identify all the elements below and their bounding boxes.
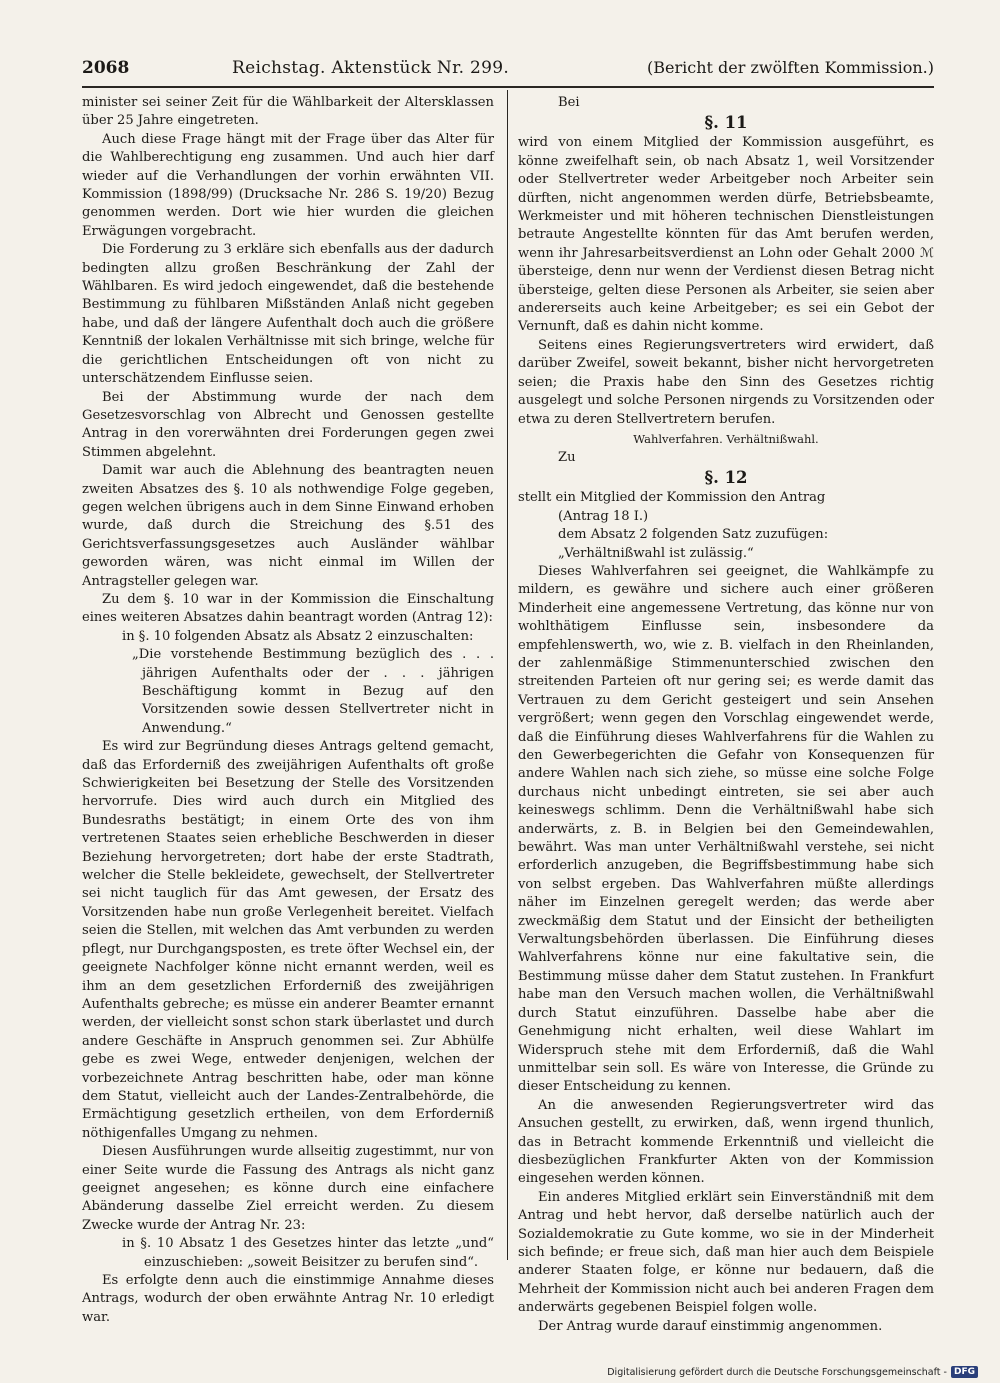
amendment-instruction: in §. 10 folgenden Absatz als Absatz 2 einzuschalten: [122, 628, 474, 644]
digitization-credit [607, 1366, 978, 1378]
page-number: 2068 [82, 58, 130, 78]
amendment-number: (Antrag 18 I.) [558, 508, 649, 524]
paragraph: Auch diese Frage hängt mit der Frage über das Alter für die Wahlberechtigung eng zusammen. Und auch hier darf wieder auf die Verhandlungen der vorhin erwähnten VII. Kommission (1898/99) (Drucksache Nr. 286 S. 19/20) Bezug genommen werden. Dort wie hier wurden die gleichen Erwägungen vorgebracht. [82, 131, 494, 239]
paragraph: Dieses Wahlverfahren sei geeignet, die Wahlkämpfe zu mildern, es gewähre und sichere auch einer größeren Minderheit eine angemessene Vertretung, das könne nur von wohlthätigem Einflusse sein, insbesondere da empfehlenswerth, wo, wie z. B. vielfach in den Rheinlanden, der zahlenmäßige Stimmenunterschied zwischen den streitenden Parteien oft nur gering sei; es werde damit das Vertrauen zu dem Gericht gesteigert und sein Ansehen vergrößert; wenn gegen den Vorschlag eingewendet werde, daß die Einführung dieses Wahlverfahrens für die Wahlen zu den Gewerbegerichten die Gefahr von Konsequenzen für andere Wahlen nach sich ziehe, so müsse eine solche Folge durchaus nicht unbedingt eintreten, sie sei aber auch keineswegs schlimm. Denn die Verhältnißwahl habe sich anderwärts, z. B. in Belgien bei den Gemeindewahlen, bewährt. Was man unter Verhältnißwahl verstehe, sei nicht erforderlich anzugeben, die Begriffsbestimmung habe sich von selbst ergeben. Das Wahlverfahren müßte allerdings näher im Einzelnen geregelt werden; das werde aber zweckmäßig dem Statut und der Einsicht der betheiligten Verwaltungsbehörden überlassen. Die Einführung dieses Wahlverfahrens könne nur eine fakultative sein, die Bestimmung müsse daher dem Statut zustehen. In Frankfurt habe man den Versuch machen wollen, die Verhältnißwahl durch Statut einzuführen. Dasselbe habe aber die Genehmigung nicht erhalten, weil diese Wahlart im Widerspruch stehe mit dem Erforderniß, daß die Wahl unmittelbar sein soll. Es wäre von Interesse, die Gründe zu dieser Entscheidung zu kennen. [518, 563, 934, 1095]
paragraph: Es wird zur Begründung dieses Antrags geltend gemacht, daß das Erforderniß des zweijährigen Aufenthalts oft große Schwierigkeiten bei Besetzung der Stelle des Vorsitzenden hervorrufe. Dies wird auch durch ein Mitglied des Bundesraths bestätigt; in einem Orte des von ihm vertretenen Staates seien erhebliche Beschwerden in dieser Beziehung hervorgetreten; dort habe der erste Stadtrath, welcher die Stelle bekleidete, gewechselt, der Stellvertreter sei nicht tauglich für das Amt gewesen, der Ersatz des Vorsitzenden habe nun große Verlegenheit bereitet. Vielfach seien die Stellen, mit welchen das Amt verbunden zu werden pflegt, nur Durchgangsposten, es trete öfter Wechsel ein, der geeignete Nachfolger könne nicht ernannt werden, weil es ihm an dem gesetzlichen Erforderniß des zweijährigen Aufenthalts gebreche; es müsse ein anderer Beamter ernannt werden, der vielleicht sonst schon stark überlastet und durch andere Geschäfte in Anspruch genommen sei. Zur Abhülfe gebe es zwei Wege, entweder denjenigen, welchen der vorbezeichnete Antrag beschritten habe, oder man könne dem Statut, vielleicht auch der Landes-Zentralbehörde, die Ermächtigung gesetzlich ertheilen, von dem Erforderniß nöthigenfalles Umgang zu nehmen. [82, 739, 494, 1141]
paragraph: Damit war auch die Ablehnung des beantragten neuen zweiten Absatzes des §. 10 als nothwendige Folge gegeben, gegen welchen übrigens auch in dem Sinne Einwand erhoben wurde, daß durch die Streichung des §.51 des Gerichtsverfassungsgesetzes auch Ausländer wählbar geworden wären, was nicht einmal im Willen der Antragsteller gelegen war. [82, 463, 494, 589]
amendment-instruction: dem Absatz 2 folgenden Satz zuzufügen: [558, 527, 829, 543]
amendment-quote: in §. 10 Absatz 1 des Gesetzes hinter das letzte „und“ einzuschieben: „soweit Beisitzer zu berufen sind“. [122, 1236, 494, 1270]
paragraph: stellt ein Mitglied der Kommission den Antrag [518, 490, 826, 506]
paragraph: minister sei seiner Zeit für die Wählbarkeit der Altersklassen über 25 Jahre eingetreten. [82, 95, 494, 129]
paragraph-lead: Zu [558, 449, 576, 465]
paragraph: Die Forderung zu 3 erkläre sich ebenfalls aus der dadurch bedingten allzu großen Beschränkung der Zahl der Wählbaren. Es wird jedoch eingewendet, daß die bestehende Bestimmung zu fühlbaren Mißständen Anlaß nicht gegeben habe, und daß der längere Aufenthalt doch auch die größere Kenntniß der lokalen Verhältnisse mit sich bringe, welche für die gerichtlichen Entscheidungen oft von nicht zu unterschätzendem Einflusse seien. [82, 242, 494, 387]
paragraph: Der Antrag wurde darauf einstimmig angenommen. [538, 1318, 883, 1334]
paragraph: Ein anderes Mitglied erklärt sein Einverständniß mit dem Antrag und hebt hervor, daß derselbe natürlich auch der Sozialdemokratie zu Gute komme, wo sie in der Minderheit sich befinde; er freue sich, daß man hier auch dem Beispiele anderer Staaten folge, er könne nur bedauern, daß die Mehrheit der Kommission nicht auch bei anderen Fragen dem anderwärts gegebenen Beispiel folgen wolle. [518, 1189, 934, 1316]
paragraph: Es erfolgte denn auch die einstimmige Annahme dieses Antrags, wodurch der oben erwähnte Antrag Nr. 10 erledigt war. [82, 1273, 494, 1325]
header-rule [82, 86, 934, 88]
subheading: Wahlverfahren. Verhältnißwahl. [633, 431, 819, 446]
page-header [82, 54, 934, 84]
paragraph: Seitens eines Regierungsvertreters wird erwidert, daß darüber Zweifel, soweit bekannt, bisher nicht hervorgetreten seien; die Praxis habe den Sinn des Gesetzes richtig ausgelegt und solche Personen nirgends zu Vorsitzenden oder etwa zu deren Stellvertretern berufen. [518, 337, 934, 427]
dfg-logo: DFG [951, 1366, 978, 1378]
section-heading: §. 12 [704, 468, 748, 488]
credit-text: Digitalisierung gefördert durch die Deutsche Forschungsgemeinschaft - [607, 1366, 947, 1378]
paragraph: An die anwesenden Regierungsvertreter wird das Ansuchen gestellt, zu erwirken, daß, wenn irgend thunlich, das in Betracht kommende Erkenntniß und vielleicht die diesbezüglichen Frankfurter Akten von der Kommission eingesehen werden können. [518, 1097, 934, 1187]
running-title: Reichstag. Aktenstück Nr. 299. [232, 58, 510, 78]
paragraph: Diesen Ausführungen wurde allseitig zugestimmt, nur von einer Seite wurde die Fassung des Antrags als nicht ganz geeignet angesehen; es könne durch eine einfachere Abänderung dasselbe Ziel erreicht werden. Zu diesem Zwecke wurde der Antrag Nr. 23: [82, 1144, 494, 1233]
paragraph-lead: Bei [558, 95, 580, 110]
paragraph: Zu dem §. 10 war in der Kommission die Einschaltung eines weiteren Absatzes dahin beantragt worden (Antrag 12): [82, 591, 494, 626]
amendment-quote: „Die vorstehende Bestimmung bezüglich des . . . jährigen Aufenthalts oder der . . . jährigen Beschäftigung kommt in Bezug auf den Vorsitzenden sowie dessen Stellvertreter nicht in Anwendung.“ [132, 647, 494, 736]
left-column [82, 94, 494, 1327]
paragraph: wird von einem Mitglied der Kommission ausgeführt, es könne zweifelhaft sein, ob nach Absatz 1, weil Vorsitzender oder Stellvertreter weder Arbeitgeber noch Arbeiter sein dürften, nicht angenommen werden dürfe, Betriebsbeamte, Werkmeister und mit höheren technischen Dienstleistungen betraute Angestellte könnten für das Amt berufen werden, wenn ihr Jahresarbeitsverdienst an Lohn oder Gehalt 2000 ℳ übersteige, denn nur wenn der Verdienst diesen Betrag nicht übersteige, gelten diese Personen als Arbeiter, sie seien aber andererseits auch keine Arbeitgeber; es sei ein Gebot der Vernunft, daß es dahin nicht komme. [518, 135, 934, 335]
section-heading: §. 11 [704, 113, 748, 133]
right-column [518, 94, 934, 1336]
running-subtitle: (Bericht der zwölften Kommission.) [647, 58, 934, 77]
amendment-quote: „Verhältnißwahl ist zulässig.“ [558, 545, 754, 561]
column-divider [507, 90, 508, 1260]
paragraph: Bei der Abstimmung wurde der nach dem Gesetzesvorschlag von Albrecht und Genossen gestellte Antrag in den vorerwähnten drei Forderungen gegen zwei Stimmen abgelehnt. [82, 389, 494, 460]
